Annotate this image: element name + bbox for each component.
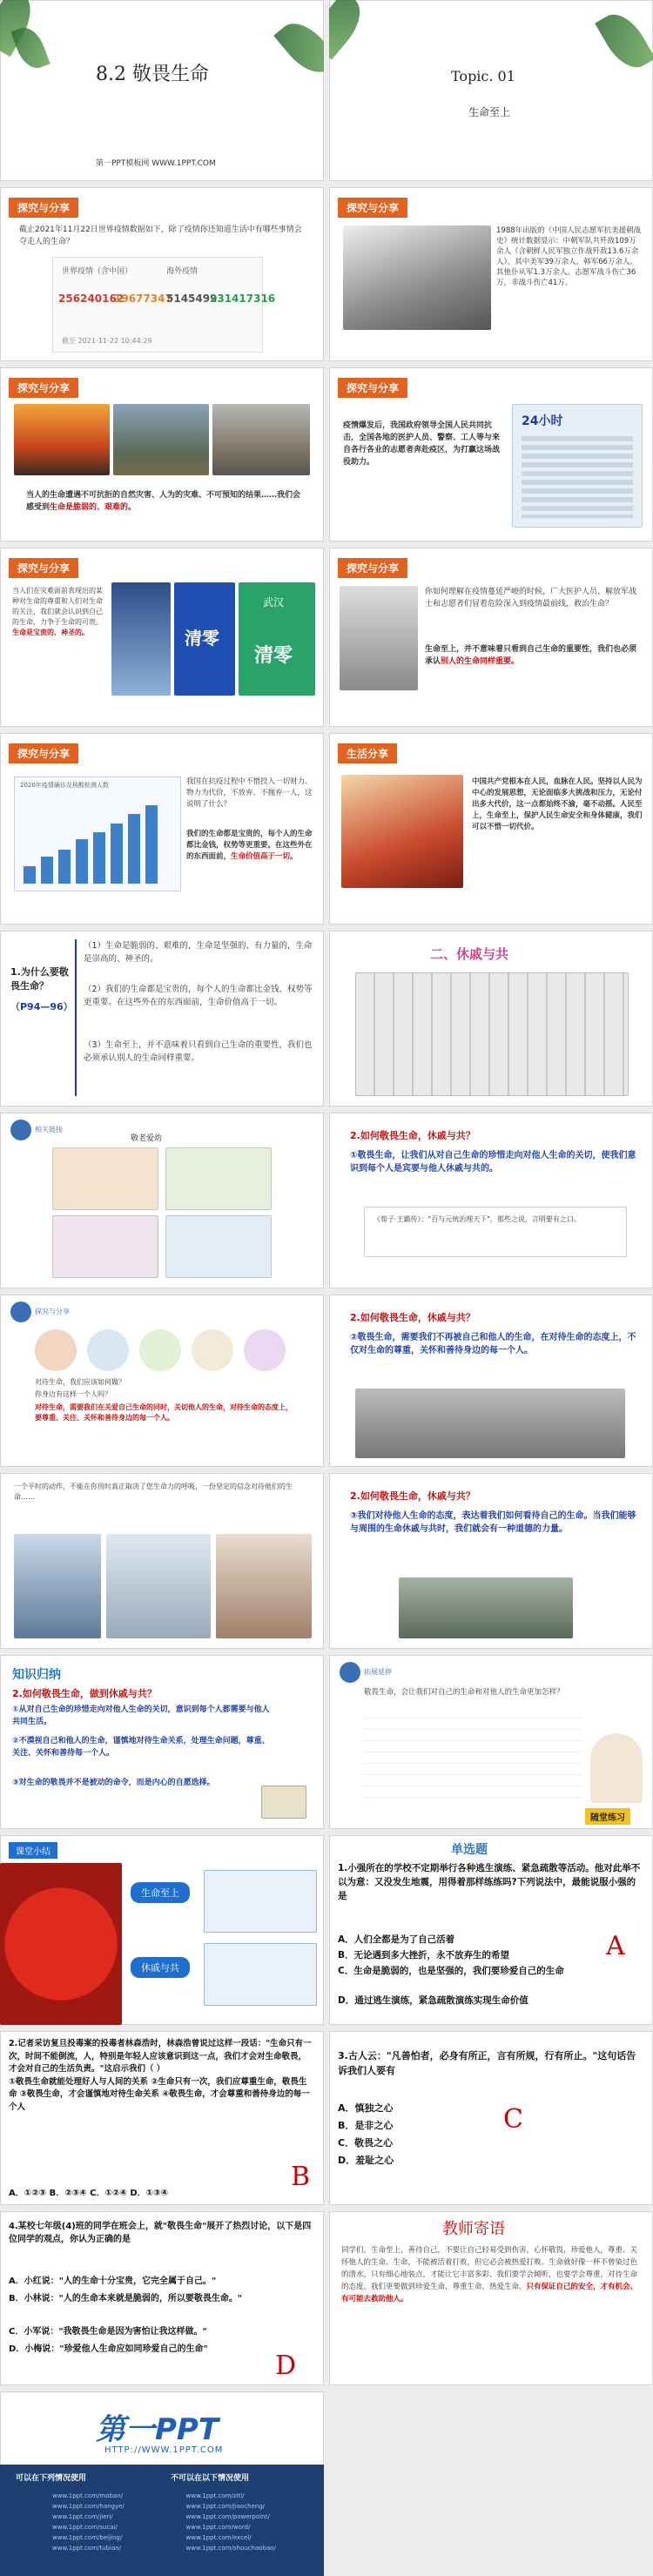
life-first-question: 你如何理解在疫情蔓延严峻的时候，广大医护人员、解放军战士和志愿者们冒着危险深入到疫情最前线，救治生命？ <box>425 588 637 609</box>
section-tag: 探究与分享 <box>9 743 78 763</box>
section-tag: 探究与分享 <box>338 378 407 398</box>
slide-frontline-story <box>0 1473 324 1649</box>
slide-why-revere <box>0 931 324 1106</box>
story-photo-1 <box>14 1534 101 1638</box>
no-cost-question: 我国在抗疫过程中不惜投入一切财力、物力为代价，不放弃、不抛弃一人，这说明了什么？ <box>186 777 313 809</box>
reason-3: （3）生命至上，并不意味着只看到自己生命的重要性，我们也必须承认别人的生命同样重要。 <box>84 1040 313 1063</box>
quiz-question: 4.某校七年级(4)班的同学在班会上，就"敬畏生命"展开了热烈讨论，以下是四位同学的观点，你认为正确的是 <box>9 2222 312 2244</box>
doctor-photo <box>111 582 171 696</box>
stat-date: 截至 2021-11-22 10:44:29 <box>62 337 152 345</box>
credits-forbidden: 不可以在以下情况使用 <box>171 2474 250 2483</box>
quiz-option-c[interactable]: C．小军说："我敬畏生命是因为害怕让我这样做。" <box>9 2327 207 2337</box>
scene-circle-5 <box>244 1329 286 1371</box>
message-body: 同学们，生命至上，善待自己，不要让自己轻易受到伤害，心怀敬畏，珍爱他人，尊重、关怀他人的生命。生命，不能被活着打败，但它必会被热爱打败。生命就好像一杯不曾染过色的清水，只有细心地装点，才能让它丰富多彩。我们要学会倾听，也要学会尊重，对待生命的态度，我们更要做到珍爱生命，尊重生命，热爱生命。 <box>341 2246 638 2291</box>
slide-quiz-2 <box>0 2031 324 2205</box>
explore-icon <box>10 1301 31 1322</box>
explore-sub: 你身边有这样一个人吗？ <box>35 1390 111 1398</box>
mindmap-detail-2 <box>204 1943 317 2006</box>
news-image <box>512 404 643 528</box>
explore-heading: 探究与分享 <box>35 1308 70 1315</box>
slide-life-first <box>329 548 653 727</box>
resource-link[interactable]: www.1ppt.com/tubiao/ <box>52 2545 121 2552</box>
flag-graphic <box>0 1863 122 2025</box>
chart-bar <box>24 866 36 884</box>
slide-covid-data <box>0 187 324 361</box>
quake-photo <box>212 404 310 475</box>
poster-text: 清零 <box>185 628 219 649</box>
resource-link[interactable]: www.1ppt.com/shouchaobao/ <box>185 2545 276 2552</box>
cartoon-children <box>165 1147 272 1210</box>
rescue-photo <box>399 1577 573 1638</box>
crowd-illustration <box>355 972 629 1096</box>
extension-textbox <box>364 1707 582 1803</box>
quiz-option-a[interactable]: A．小红说："人的生命十分宝贵，它完全属于自己。" <box>9 2277 217 2286</box>
resource-link[interactable]: www.1ppt.com/moban/ <box>52 2492 124 2499</box>
frontline-photo <box>340 586 418 690</box>
page-ref: （P94—96） <box>10 1001 73 1012</box>
fire-photo <box>14 404 110 475</box>
chart-bar <box>41 857 53 884</box>
scene-circle-3 <box>139 1329 181 1371</box>
chart-bar <box>111 824 123 884</box>
how-answer: ③我们对待他人生命的态度，表达着我们如何看待自己的生命。当我们能够与周围的生命休戚与共时，我们就会有一种道德的力量。 <box>350 1511 636 1534</box>
summary-point-3: ③对生命的敬畏并不是被动的命令，而是内心的自愿选择。 <box>12 1779 215 1787</box>
story-photo-3 <box>216 1534 312 1638</box>
quiz-option-b[interactable]: B．无论遇到多大挫折，永不放弃生的希望 <box>338 1950 510 1961</box>
summary-title: 知识归纳 <box>12 1668 61 1682</box>
slide-medical-staff <box>0 548 324 727</box>
site-url: HTTP://WWW.1PPT.COM <box>104 2445 224 2455</box>
slide-war-history <box>329 187 653 361</box>
poster-text: 清零 <box>254 645 293 667</box>
chart-bar <box>145 805 158 884</box>
life-first-body: 生命至上，并不意味着只看到自己生命的重要性，我们也必须承认 <box>425 645 637 666</box>
scene-circle-2 <box>87 1329 129 1371</box>
quiz-option-d[interactable]: D．通过逃生演练，紧急疏散演练实现生命价值 <box>338 1995 528 2006</box>
section-title: 二、休戚与共 <box>430 946 509 962</box>
news-lines <box>522 436 633 518</box>
resource-link[interactable]: www.1ppt.com/powerpoint/ <box>185 2513 270 2520</box>
message-text <box>341 2244 641 2305</box>
link-list <box>52 2491 313 2553</box>
chart-title: 2020年疫情确诊及核酸检测人数 <box>20 782 109 789</box>
practice-badge: 随堂练习 <box>585 1808 630 1825</box>
staff-text-highlight: 生命是宝贵的、神圣的。 <box>12 629 89 636</box>
quiz-options[interactable]: A．①②③ B．②③④ C．①②④ D．①③④ <box>9 2189 169 2198</box>
disaster-text-body: 当人的生命遭遇不可抗拒的自然灾害、人为的灾难、不可预知的结果……我们会感受到 <box>26 491 301 512</box>
how-question: 2.如何敬畏生命，休戚与共？ <box>350 1130 475 1141</box>
quiz-option-c[interactable]: C．生命是脆弱的，也是坚强的，我们要珍爱自己的生命 <box>338 1966 564 1976</box>
reason-2: （2）我们的生命都是宝贵的，每个人的生命都比金钱、权势等更重要。在这些外在的东西面前，生命价值高于一切。 <box>84 985 313 1007</box>
slide-how-revere-3 <box>329 1473 653 1649</box>
party-photo <box>341 775 463 888</box>
traffic-photo <box>355 1389 625 1458</box>
link-icon <box>10 1120 31 1140</box>
summary-point-2: ②不漠视自己和他人的生命，谨慎地对待生命关系，处理生命问题，尊重、关注、关怀和善待每一个人。 <box>12 1737 270 1758</box>
why-question <box>10 965 73 1014</box>
chart-bar <box>76 839 88 884</box>
topic-label: Topic. 01 <box>451 68 515 84</box>
slide-explore-share-2 <box>0 1295 324 1467</box>
quiz-option-c[interactable]: C．敬畏之心 <box>338 2137 394 2149</box>
slide-title <box>0 0 324 181</box>
quiz-question: 1.小强所在的学校不定期举行各种逃生演练、紧急疏散等活动。他对此举不以为意：又没发生地震，用得着那样练练吗?下列说法中，最能说服小强的是 <box>338 1863 641 1901</box>
message-title: 教师寄语 <box>442 2220 505 2238</box>
how-question: 2.如何敬畏生命，休戚与共？ <box>350 1490 475 1502</box>
staff-text <box>12 586 108 638</box>
link-heading: 相关链接 <box>35 1126 63 1133</box>
slide-how-revere-1 <box>329 1113 653 1288</box>
quiz-section-title: 单选题 <box>451 1843 488 1857</box>
slide-quiz-3 <box>329 2031 653 2205</box>
topic-subtitle: 生命至上 <box>468 106 511 118</box>
slide-life-share <box>329 733 653 925</box>
poster-city: 武汉 <box>263 596 285 609</box>
credits-allowed: 可以在下列情况使用 <box>16 2474 87 2483</box>
how-answer: ②敬畏生命，需要我们不再被自己和他人的生命，在对待生命的态度上，不仅对生命的尊重，关怀和善待身边的每一个人。 <box>350 1333 636 1355</box>
resource-link[interactable]: www.1ppt.com/jiaocheng/ <box>185 2503 266 2510</box>
slide-section-two <box>329 931 653 1106</box>
slide-credits <box>0 2391 324 2576</box>
slide-topic <box>329 0 653 181</box>
disaster-text-highlight: 生命是脆弱的、艰难的。 <box>50 503 137 512</box>
leaf-decoration <box>595 6 653 77</box>
slide-extension <box>329 1655 653 1829</box>
cartoon-boy <box>590 1733 643 1803</box>
poster-qingling <box>174 582 235 696</box>
life-first-answer <box>425 643 643 668</box>
war-photo <box>343 225 491 330</box>
resource-link[interactable]: www.1ppt.com/word/ <box>185 2524 251 2531</box>
message-highlight: 只有保证自己的安全，才有机会、有可能去救助他人。 <box>341 2283 638 2304</box>
summary-tag: 课堂小结 <box>9 1842 57 1859</box>
panel-heading-world: 世界疫情（含中国） <box>62 267 133 276</box>
resource-link[interactable]: www.1ppt.com/excel/ <box>185 2534 252 2541</box>
response-text: 疫情爆发后，我国政府领导全国人民共同抗击，全国各地的医护人员、警察、工人等与来自各行各业的志愿者奔赴疫区，为打赢这场战役助力。 <box>343 421 501 467</box>
how-question: 2.如何敬畏生命，休戚与共？ <box>350 1312 475 1323</box>
resource-link[interactable]: www.1ppt.com/jieri/ <box>52 2513 113 2520</box>
slide-summary <box>0 1655 324 1829</box>
life-first-highlight: 别人的生命同样重要。 <box>441 657 520 666</box>
resource-link[interactable]: www.1ppt.com/beijing/ <box>52 2534 123 2541</box>
scene-circle-4 <box>192 1329 233 1371</box>
chart-bar <box>58 850 71 884</box>
no-cost-highlight: 生命价值高于一切。 <box>231 852 298 861</box>
slide-disasters <box>0 367 324 541</box>
chart-bar <box>128 814 140 884</box>
summary-point-1: ①从对自己生命的珍惜走向对他人生命的关切，意识到每个人都需要与他人共同生活。 <box>12 1705 270 1726</box>
stat-deaths: 5145499 <box>166 293 218 305</box>
how-answer: ①敬畏生命，让我们从对自己生命的珍惜走向对他人生命的关切，使我们意识到每个人是宾要与他人休戚与共的。 <box>350 1151 636 1174</box>
section-tag: 探究与分享 <box>338 198 407 218</box>
quiz-question: 3.古人云："凡善怕者，必身有所正，言有所规，行有所止。"这句话告诉我们人要有 <box>338 2050 636 2076</box>
quiz-answer: D <box>275 2351 297 2381</box>
extension-icon <box>340 1662 360 1683</box>
quote-box <box>364 1207 627 1257</box>
stat-recovered: 231417316 <box>210 293 276 305</box>
quiz-option-d[interactable]: D．小梅说："珍爱他人生命应如同珍爱自己的生命" <box>9 2344 208 2354</box>
lesson-title: 8.2 敬畏生命 <box>96 64 209 85</box>
resource-link[interactable]: www.1ppt.com/hangye/ <box>52 2503 125 2510</box>
quiz-option-a[interactable]: A．慎独之心 <box>338 2102 394 2114</box>
footer-url: 第一PPT模板网 WWW.1PPT.COM <box>96 159 216 168</box>
quiz-option-b[interactable]: B．小林说："人的生命本来就是脆弱的，所以要敬畏生命。" <box>9 2294 243 2304</box>
slide-pandemic-response <box>329 367 653 541</box>
chart-bars <box>24 795 172 884</box>
slide-quiz-4 <box>0 2211 324 2385</box>
cartoon-help <box>52 1215 158 1278</box>
data-panel <box>52 257 276 353</box>
staff-text-body: 当人们在灾难面前表现出的某种对生命的尊重和人们对生命的关注，我们就会认识到自己的生命，力争于生命的可贵。 <box>12 587 103 626</box>
resource-link[interactable]: www.1ppt.com/ziti/ <box>185 2492 245 2499</box>
slide-no-cost <box>0 733 324 925</box>
flood-photo <box>113 404 209 475</box>
why-question-text: 1.为什么要敬畏生命？ <box>10 966 69 992</box>
slide-link-respect <box>0 1113 324 1288</box>
life-share-text: 中国共产党根本在人民，血脉在人民。坚持以人民为中心的发展思想，无论面临多大挑战和压力，无论付出多大代价，这一点都始终不渝，毫不动摇。人民至上，生命至上，保护人民生命安全和身体健康，我们可以不惜一切代价。 <box>472 777 643 831</box>
no-cost-answer <box>186 829 317 863</box>
slide-how-revere-2 <box>329 1295 653 1467</box>
summary-question: 2.如何敬畏生命，做到休戚与共？ <box>12 1688 157 1699</box>
explore-answer: 对待生命，需要我们在关爱自己生命的同时，关切他人的生命，对待生命的态度上，要尊重、关注、关怀和善待身边的每一个人。 <box>35 1403 293 1422</box>
quiz-answer: C <box>503 2104 523 2135</box>
section-tag: 探究与分享 <box>9 198 78 218</box>
extension-question: 敬畏生命，会让我们对自己的生命和对他人的生命更加怎样？ <box>364 1688 564 1697</box>
slide-quiz-1 <box>329 1835 653 2025</box>
story-text: 一个平时的动作，不能在你用时真正取决了您生命力的呼吸，一份坚定的信念对待他们的生命…… <box>14 1483 293 1501</box>
cartoon-elderly <box>52 1147 158 1210</box>
section-tag: 探究与分享 <box>9 378 78 398</box>
credits-panel <box>0 2465 324 2576</box>
leaf-decoration <box>273 13 324 82</box>
reason-1: （1）生命是脆弱的、艰难的，生命是坚强的、有力量的，生命是崇高的、神圣的。 <box>84 941 313 964</box>
extension-heading: 拓展延伸 <box>364 1668 392 1676</box>
quiz-option-a[interactable]: A．人们全都是为了自己活着 <box>338 1934 455 1945</box>
cartoon-family <box>165 1215 272 1278</box>
war-text: 1988年出版的《中国人民志愿军抗美援朝战史》统计数据显示：中朝军队共歼敌109万余人（含朝鲜人民军独立作战歼敌13.6万余人），其中美军39万余人，韩军66万余人。其他仆从军1.3万余人。志愿军战斗伤亡36万，非战斗伤亡41万。 <box>496 226 642 287</box>
mindmap-node-2: 休戚与共 <box>131 1957 190 1978</box>
quote-text: 《荀子·王霸传》："百与元统治理天下"，那些之说，言明要有之口。 <box>374 1215 581 1223</box>
link-caption: 敬老爱幼 <box>131 1134 163 1143</box>
leaf-decoration <box>329 0 371 60</box>
book-icon <box>261 1786 306 1819</box>
slide-teacher-message <box>329 2211 653 2385</box>
slide-class-summary <box>0 1835 324 2025</box>
poster-wuhan <box>239 582 315 696</box>
chart-bar <box>93 832 105 884</box>
divider <box>75 939 77 1096</box>
section-tag: 探究与分享 <box>338 558 407 578</box>
no-cost-body: 我们的生命都是宝贵的，每个人的生命都比金钱，权势等更重要。在这些外在的东西面前， <box>186 830 313 861</box>
scene-circle-1 <box>35 1329 77 1371</box>
site-logo: 第一PPT <box>96 2412 219 2447</box>
section-tag: 探究与分享 <box>9 558 78 578</box>
question-text: 截止2021年11月22日世界疫情数据如下，除了疫情你还知道生活中有哪些事情会夺走人的生命？ <box>19 225 302 246</box>
news-badge: 24小时 <box>522 414 563 428</box>
quiz-answer: B <box>291 2162 311 2192</box>
stat-current: 19677347 <box>114 293 172 305</box>
quiz-answer: A <box>606 1931 625 1961</box>
quiz-option-d[interactable]: D．羞耻之心 <box>338 2155 394 2166</box>
disaster-text <box>26 489 305 514</box>
mindmap-node-1: 生命至上 <box>131 1882 190 1903</box>
quiz-question: 2.记者采访复旦投毒案的投毒者林森浩时，林森浩曾说过这样一段话："生命只有一次，时间不能倒流，人，特别是年轻人应该意识到这一点，我们才会对生命敬畏，才会对自己的生活负责。"这启示我们（ ） ①敬畏生命就能处理好人与人间的关系 ②生命只有一次，我们应尊重生命，敬畏生命 ③敬畏生命，才会谨慎地对待生命关系 ④敬畏生命，才会尊重和善待身边的每一个人 <box>9 2039 312 2112</box>
resource-link[interactable]: www.1ppt.com/sucai/ <box>52 2524 118 2531</box>
panel-heading-overseas: 海外疫情 <box>166 267 199 276</box>
explore-list: 对待生命，我们应该如何做？ <box>35 1378 125 1386</box>
leaf-decoration <box>10 23 50 72</box>
test-chart <box>14 777 181 891</box>
section-tag: 生活分享 <box>338 743 397 763</box>
quiz-option-b[interactable]: B．是非之心 <box>338 2120 394 2131</box>
stat-confirmed: 256240162 <box>58 293 125 305</box>
story-photo-2 <box>106 1534 211 1638</box>
mindmap-detail-1 <box>204 1870 317 1933</box>
